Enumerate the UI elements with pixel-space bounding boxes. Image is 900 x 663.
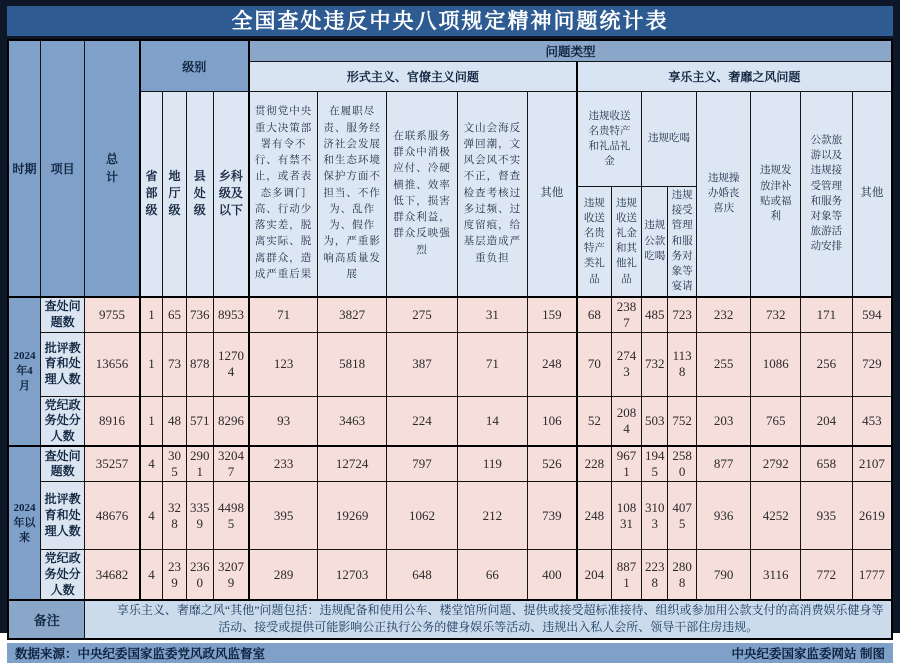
- data-cell: 723: [668, 297, 696, 333]
- data-cell: 772: [801, 550, 853, 600]
- data-cell: 1086: [751, 332, 801, 396]
- data-cell: 212: [457, 482, 527, 550]
- table-row: [8, 396, 892, 446]
- data-cell: 4252: [751, 482, 801, 550]
- data-cell: 4: [140, 482, 163, 550]
- col-header-formalism-3: 在联系服务群众中消极应付、冷硬横推、效率低下，损害群众利益，群众反映强烈: [387, 92, 458, 297]
- data-cell: 4: [140, 550, 163, 600]
- col-header-gifts-specialty: 违规收送名贵特产类礼品: [577, 187, 611, 297]
- data-cell: 256: [801, 332, 853, 396]
- data-cell: 8871: [611, 550, 641, 600]
- data-cell: 1062: [387, 482, 458, 550]
- data-cell: 8953: [213, 297, 248, 333]
- col-header-travel: 公款旅游以及违规接受管理和服务对象等旅游活动安排: [801, 92, 853, 297]
- col-header-gifts-money: 违规收送礼金和其他礼品: [611, 187, 641, 297]
- data-cell: 2387: [611, 297, 641, 333]
- data-cell: 289: [249, 550, 318, 600]
- data-cell: 68: [577, 297, 611, 333]
- data-cell: 48: [163, 396, 186, 446]
- data-cell: 1: [140, 297, 163, 333]
- data-cell: 658: [801, 446, 853, 482]
- data-cell: 797: [387, 446, 458, 482]
- data-cell: 3463: [318, 396, 387, 446]
- header-formalism-group: 形式主义、官僚主义问题: [249, 62, 577, 92]
- data-cell: 73: [163, 332, 186, 396]
- data-cell: 1138: [668, 332, 696, 396]
- col-header-hedonism-other: 其他: [852, 92, 892, 297]
- data-cell: 2792: [751, 446, 801, 482]
- data-cell: 878: [186, 332, 213, 396]
- col-header-formalism-2: 在履职尽责、服务经济社会发展和生态环境保护方面不担当、不作为、乱作为、假作为，严重影响高质量发展: [318, 92, 387, 297]
- data-cell: 32047: [213, 446, 248, 482]
- data-cell: 224: [387, 396, 458, 446]
- col-header-allowances: 违规发放津补贴或福利: [751, 92, 801, 297]
- data-cell: 275: [387, 297, 458, 333]
- data-cell: 232: [696, 297, 751, 333]
- data-cell: 65: [163, 297, 186, 333]
- data-cell: 732: [751, 297, 801, 333]
- header-item: 项目: [40, 40, 85, 297]
- row-label: 批评教育和处理人数: [40, 482, 85, 550]
- data-cell: 34682: [85, 550, 140, 600]
- data-cell: 936: [696, 482, 751, 550]
- data-cell: 790: [696, 550, 751, 600]
- data-cell: 9755: [85, 297, 140, 333]
- period-cell: 2024年以来: [8, 446, 40, 600]
- row-label: 党纪政务处分人数: [40, 396, 85, 446]
- data-cell: 9671: [611, 446, 641, 482]
- data-cell: 648: [387, 550, 458, 600]
- data-cell: 732: [642, 332, 668, 396]
- header-hedonism-group: 享乐主义、奢靡之风问题: [577, 62, 892, 92]
- data-cell: 305: [163, 446, 186, 482]
- col-header-level-province: 省部级: [140, 92, 163, 297]
- col-header-formalism-other: 其他: [527, 92, 577, 297]
- header-row-3: [8, 92, 892, 187]
- data-cell: 14: [457, 396, 527, 446]
- data-cell: 204: [577, 550, 611, 600]
- data-cell: 255: [696, 332, 751, 396]
- page-title: 全国查处违反中央八项规定精神问题统计表: [7, 6, 893, 36]
- data-cell: 3116: [751, 550, 801, 600]
- data-cell: 93: [249, 396, 318, 446]
- col-header-dining-banquet: 违规接受管理和服务对象等宴请: [668, 187, 696, 297]
- data-cell: 1: [140, 396, 163, 446]
- data-cell: 729: [852, 332, 892, 396]
- header-row-1: [8, 40, 892, 62]
- data-cell: 935: [801, 482, 853, 550]
- data-cell: 12704: [213, 332, 248, 396]
- data-cell: 248: [577, 482, 611, 550]
- header-problem-type: 问题类型: [249, 40, 892, 62]
- col-header-dining-group: 违规吃喝: [642, 92, 697, 187]
- data-cell: 32079: [213, 550, 248, 600]
- data-cell: 4075: [668, 482, 696, 550]
- data-cell: 31: [457, 297, 527, 333]
- data-cell: 4: [140, 446, 163, 482]
- data-cell: 2901: [186, 446, 213, 482]
- table-row: [8, 297, 892, 333]
- footer-source: 数据来源：中央纪委国家监委党风政风监督室: [15, 646, 266, 661]
- data-cell: 328: [163, 482, 186, 550]
- data-cell: 3359: [186, 482, 213, 550]
- col-header-level-county: 县处级: [186, 92, 213, 297]
- data-cell: 3103: [642, 482, 668, 550]
- data-cell: 2107: [852, 446, 892, 482]
- data-cell: 12724: [318, 446, 387, 482]
- data-cell: 2580: [668, 446, 696, 482]
- data-cell: 119: [457, 446, 527, 482]
- data-cell: 12703: [318, 550, 387, 600]
- data-cell: 204: [801, 396, 853, 446]
- data-cell: 3827: [318, 297, 387, 333]
- header-period: 时期: [8, 40, 40, 297]
- data-cell: 503: [642, 396, 668, 446]
- data-cell: 526: [527, 446, 577, 482]
- period-cell: 2024年4月: [8, 297, 40, 447]
- data-cell: 159: [527, 297, 577, 333]
- remark-label: 备注: [8, 600, 85, 639]
- data-cell: 203: [696, 396, 751, 446]
- data-cell: 571: [186, 396, 213, 446]
- data-cell: 248: [527, 332, 577, 396]
- remark-text: 享乐主义、奢靡之风“其他”问题包括：违规配备和使用公车、楼堂馆所问题、提供或接受超标准接待、组织或参加用公款支付的高消费娱乐健身等活动、接受或提供可能影响公正执行公务的健身娱乐等活动、违规出入私人会所、领导干部住房违规。: [85, 600, 892, 639]
- stats-table: [7, 39, 893, 640]
- col-header-formalism-4: 文山会海反弹回潮，文风会风不实不正，督查检查考核过多过频、过度留痕，给基层造成严重负担: [457, 92, 527, 297]
- data-cell: 35257: [85, 446, 140, 482]
- col-header-level-township: 乡科级及以下: [213, 92, 248, 297]
- data-cell: 8916: [85, 396, 140, 446]
- data-cell: 395: [249, 482, 318, 550]
- data-cell: 44985: [213, 482, 248, 550]
- data-cell: 71: [249, 297, 318, 333]
- data-cell: 739: [527, 482, 577, 550]
- remark-row: [8, 600, 892, 639]
- data-cell: 387: [387, 332, 458, 396]
- table-row: [8, 550, 892, 600]
- data-cell: 400: [527, 550, 577, 600]
- data-cell: 123: [249, 332, 318, 396]
- data-cell: 736: [186, 297, 213, 333]
- data-cell: 71: [457, 332, 527, 396]
- data-cell: 52: [577, 396, 611, 446]
- data-cell: 228: [577, 446, 611, 482]
- header-level-group: 级别: [140, 40, 249, 92]
- data-cell: 8296: [213, 396, 248, 446]
- data-cell: 19269: [318, 482, 387, 550]
- table-row: [8, 332, 892, 396]
- footer-bar: [7, 643, 893, 663]
- data-cell: 2743: [611, 332, 641, 396]
- data-cell: 2360: [186, 550, 213, 600]
- data-cell: 171: [801, 297, 853, 333]
- data-cell: 239: [163, 550, 186, 600]
- col-header-weddings: 违规操办婚丧喜庆: [696, 92, 751, 297]
- data-cell: 233: [249, 446, 318, 482]
- col-header-level-prefecture: 地厅级: [163, 92, 186, 297]
- table-row: [8, 482, 892, 550]
- data-cell: 5818: [318, 332, 387, 396]
- data-cell: 106: [527, 396, 577, 446]
- data-cell: 752: [668, 396, 696, 446]
- data-cell: 2238: [642, 550, 668, 600]
- table-row: [8, 446, 892, 482]
- data-cell: 2808: [668, 550, 696, 600]
- data-cell: 453: [852, 396, 892, 446]
- data-cell: 877: [696, 446, 751, 482]
- col-header-dining-public: 违规公款吃喝: [642, 187, 668, 297]
- data-cell: 2084: [611, 396, 641, 446]
- data-cell: 13656: [85, 332, 140, 396]
- row-label: 查处问题数: [40, 297, 85, 333]
- row-label: 党纪政务处分人数: [40, 550, 85, 600]
- data-cell: 66: [457, 550, 527, 600]
- header-total: 总计: [85, 40, 140, 297]
- data-cell: 2619: [852, 482, 892, 550]
- row-label: 查处问题数: [40, 446, 85, 482]
- data-cell: 765: [751, 396, 801, 446]
- data-cell: 70: [577, 332, 611, 396]
- data-cell: 10831: [611, 482, 641, 550]
- data-cell: 48676: [85, 482, 140, 550]
- data-cell: 1: [140, 332, 163, 396]
- data-cell: 1945: [642, 446, 668, 482]
- data-cell: 1777: [852, 550, 892, 600]
- data-cell: 594: [852, 297, 892, 333]
- data-cell: 485: [642, 297, 668, 333]
- col-header-gifts-group: 违规收送名贵特产和礼品礼金: [577, 92, 642, 187]
- row-label: 批评教育和处理人数: [40, 332, 85, 396]
- col-header-formalism-1: 贯彻党中央重大决策部署有令不行、有禁不止，或者表态多调门高、行动少落实差，脱离实际、脱离群众，造成严重后果: [249, 92, 318, 297]
- footer-credit: 中央纪委国家监委网站 制图: [731, 646, 885, 661]
